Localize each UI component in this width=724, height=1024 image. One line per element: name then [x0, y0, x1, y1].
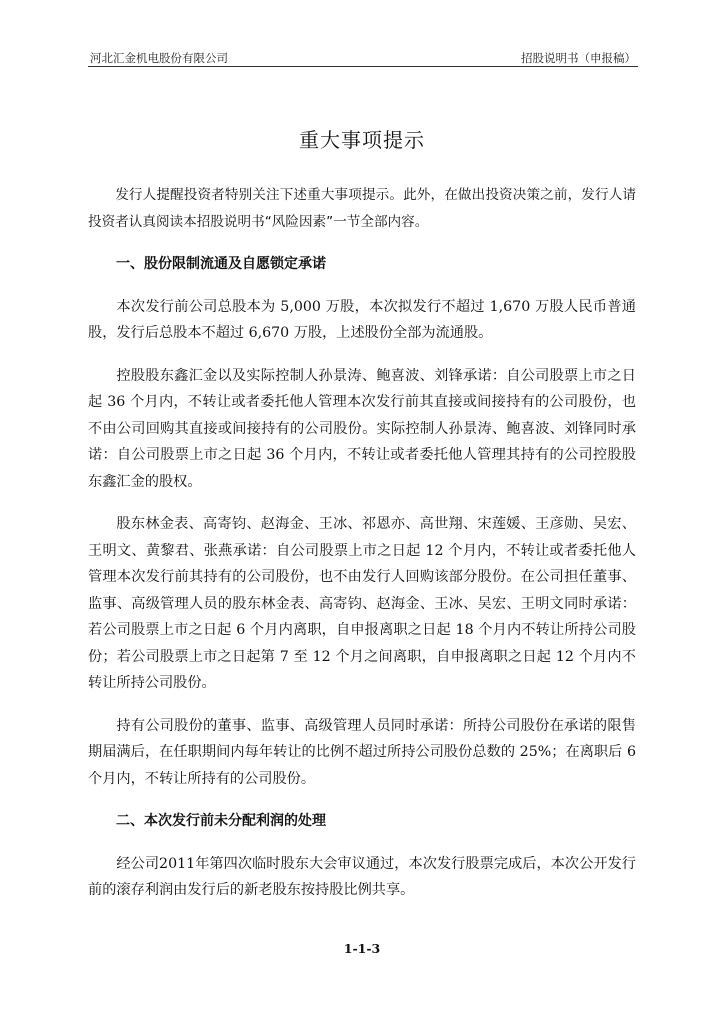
- section-1-paragraph-2: 控股股东鑫汇金以及实际控制人孙景涛、鲍喜波、刘锋承诺：自公司股票上市之日起 36 个月内，不转让或者委托他人管理本次发行前其直接或间接持有的公司股份，也不由公司回购其直接或间接持有的公司股份。实际控制人孙景涛、鲍喜波、刘锋同时承诺：自公司股票上市之日起 36 个月内，不转让或者委托他人管理其持有的公司控股股东鑫汇金的股权。: [88, 367, 636, 490]
- section-heading-profit: 二、本次发行前未分配利润的处理: [116, 813, 326, 829]
- header-company-name: 河北汇金机电股份有限公司: [90, 51, 228, 65]
- page-header: [88, 48, 638, 66]
- page-number: 1-1-3: [343, 941, 381, 956]
- section-1-paragraph-3: 股东林金表、高寄钧、赵海金、王冰、祁恩亦、高世翔、宋莲媛、王彦勋、吴宏、王明文、黄黎君、张燕承诺：自公司股票上市之日起 12 个月内，不转让或者委托他人管理本次发行前其持有的公司股份，也不由发行人回购该部分股份。在公司担任董事、监事、高级管理人员的股东林金表、高寄钧、赵海金、王冰、吴宏、王明文同时承诺：若公司股票上市之日起 6 个月内离职，自申报离职之日起 18 个月内不转让所持公司股份；若公司股票上市之日起第 7 至 12 个月之间离职，自申报离职之日起 12 个月内不转让所持公司股份。: [88, 516, 636, 691]
- intro-paragraph: 发行人提醒投资者特别关注下述重大事项提示。此外，在做出投资决策之前，发行人请投资者认真阅读本招股说明书“风险因素”一节全部内容。: [88, 187, 636, 230]
- section-2-paragraph-1: 经公司2011年第四次临时股东大会审议通过，本次发行股票完成后，本次公开发行前的滚存利润由发行后的新老股东按持股比例共享。: [88, 855, 636, 898]
- document-body: [88, 182, 636, 920]
- section-1-paragraph-1: 本次发行前公司总股本为 5,000 万股，本次拟发行不超过 1,670 万股人民币普通股，发行后总股本不超过 6,670 万股，上述股份全部为流通股。: [88, 298, 636, 341]
- page-title: 重大事项提示: [299, 128, 425, 152]
- header-divider: [88, 66, 638, 67]
- section-heading-lockup: 一、股份限制流通及自愿锁定承诺: [116, 256, 326, 272]
- header-document-type: 招股说明书（申报稿）: [521, 51, 636, 65]
- section-1-paragraph-4: 持有公司股份的董事、监事、高级管理人员同时承诺：所持公司股份在承诺的限售期届满后，在任职期间内每年转让的比例不超过所持公司股份总数的 25%；在离职后 6 个月内，不转让所持有的公司股份。: [88, 717, 636, 787]
